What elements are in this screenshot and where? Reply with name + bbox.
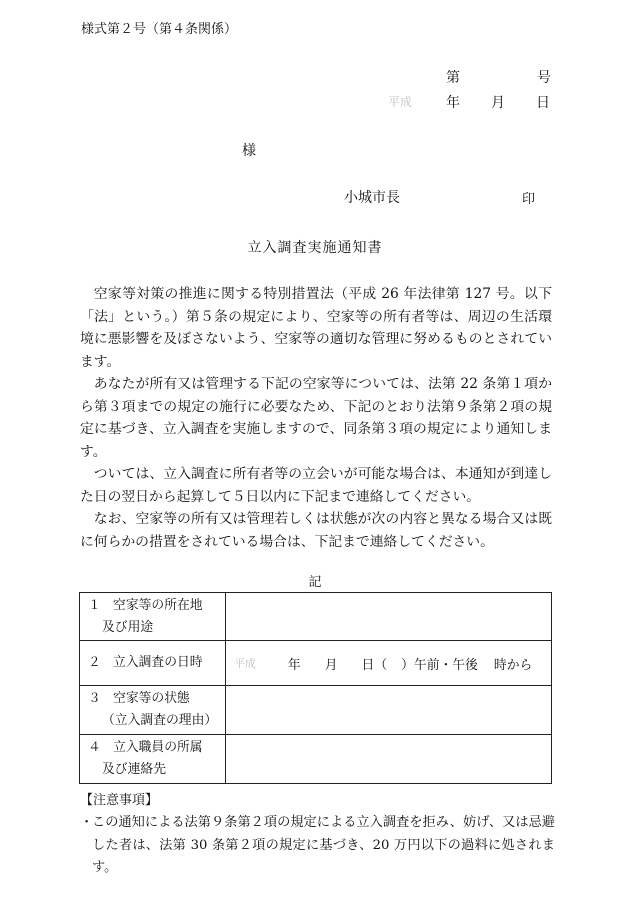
row-label bbox=[80, 641, 226, 686]
document-title: 立入調査実施通知書 bbox=[247, 240, 383, 256]
items-table bbox=[79, 592, 552, 784]
row-label-line1: 立入職員の所属 bbox=[113, 740, 203, 755]
date-month-unit: 月 bbox=[491, 95, 505, 111]
schedule-year-unit: 年 bbox=[287, 657, 301, 673]
date-era: 平成 bbox=[388, 95, 413, 109]
schedule-time-unit: 時から bbox=[493, 657, 533, 673]
notes-bullet: ・ bbox=[80, 815, 94, 830]
row-label-line1: 空家等の状態 bbox=[113, 691, 190, 706]
body-paragraph: あなたが所有又は管理する下記の空家等については、法第 22 条第１項から第３項までの規定の施行に必要なため、下記のとおり法第９条第２項の規定に基づき、立入調査を実施しますので、同条第３項の規定により通知します。 bbox=[80, 376, 552, 460]
row-label-line1: 立入調査の日時 bbox=[113, 655, 203, 670]
schedule-month-unit: 月 bbox=[324, 657, 338, 673]
notes-text: この通知による法第９条第２項の規定による立入調査を拒み、妨げ、又は忌避した者は、法第 30 条第２項の規定に基づき、20 万円以下の過料に処されます。 bbox=[92, 815, 555, 875]
schedule-era: 平成 bbox=[233, 657, 256, 670]
ki-heading: 記 bbox=[308, 575, 322, 590]
location-value-cell bbox=[225, 593, 551, 641]
row-label bbox=[80, 593, 226, 641]
seal-mark: 印 bbox=[522, 192, 536, 207]
schedule-value-cell bbox=[225, 641, 551, 686]
row-number: ２ bbox=[88, 655, 101, 670]
date-day-unit: 日 bbox=[536, 95, 550, 111]
table-row bbox=[80, 641, 552, 686]
date-year-unit: 年 bbox=[446, 95, 460, 111]
row-number: ３ bbox=[88, 691, 101, 706]
condition-value-cell bbox=[225, 686, 551, 735]
issuer-name: 小城市長 bbox=[344, 190, 400, 206]
schedule-ampm: 午前・午後 bbox=[413, 657, 478, 673]
body-paragraph: 空家等対策の推進に関する特別措置法（平成 26 年法律第 127 号。以下「法」という。）第５条の規定により、空家等の所有者等は、周辺の生活環境に悪影響を及ぼさないよう、空家等の適切な管理に努めるものとされています。 bbox=[80, 286, 552, 370]
notice-body bbox=[80, 283, 552, 553]
notes-heading: 【注意事項】 bbox=[80, 793, 159, 808]
table-row bbox=[80, 593, 552, 641]
table-row bbox=[80, 735, 552, 784]
schedule-paren-close: ） bbox=[401, 657, 414, 673]
row-label-line1: 空家等の所在地 bbox=[113, 597, 203, 613]
body-paragraph: なお、空家等の所有又は管理若しくは状態が次の内容と異なる場合又は既に何らかの措置をされている場合は、下記まで連絡してください。 bbox=[80, 511, 552, 550]
form-number: 様式第２号（第４条関係） bbox=[81, 22, 238, 37]
recipient-honorific: 様 bbox=[242, 143, 256, 159]
row-label-line2: 及び連絡先 bbox=[102, 762, 166, 777]
staff-value-cell bbox=[225, 735, 551, 784]
row-label bbox=[80, 686, 226, 735]
table-row bbox=[80, 686, 552, 735]
document-number-prefix: 第 bbox=[446, 70, 460, 86]
row-number: １ bbox=[88, 597, 101, 613]
row-label-line2: 及び用途 bbox=[102, 619, 154, 635]
schedule-line bbox=[232, 654, 545, 673]
schedule-day-unit: 日（ bbox=[361, 657, 388, 673]
row-label bbox=[80, 735, 226, 784]
notes-block bbox=[80, 812, 555, 880]
row-number: ４ bbox=[88, 740, 101, 755]
document-number-suffix: 号 bbox=[537, 70, 551, 86]
body-paragraph: ついては、立入調査に所有者等の立会いが可能な場合は、本通知が到達した日の翌日から起算して５日以内に下記まで連絡してください。 bbox=[80, 466, 552, 505]
row-label-line2: （立入調査の理由） bbox=[102, 713, 218, 728]
